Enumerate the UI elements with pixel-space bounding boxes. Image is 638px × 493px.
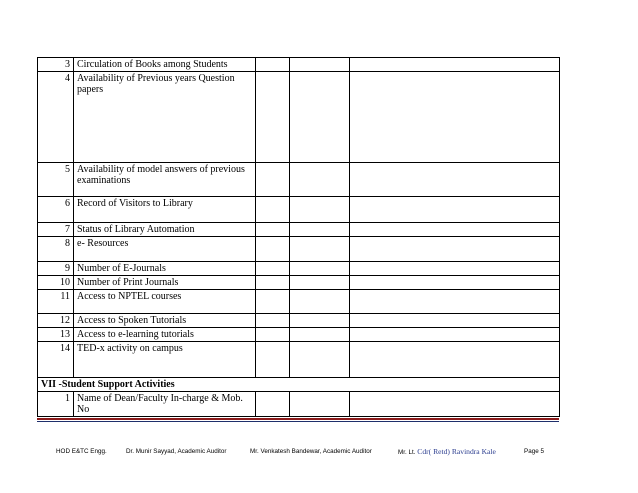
table-row — [38, 163, 560, 197]
section-title: VII -Student Support Activities — [38, 378, 560, 392]
row-number: 14 — [38, 342, 74, 378]
footer-rule-blue — [37, 421, 559, 422]
table-row — [38, 314, 560, 328]
footer-auditor-3 — [398, 446, 496, 459]
empty-cell — [350, 290, 560, 314]
row-label: TED-x activity on campus — [74, 342, 256, 378]
row-number: 6 — [38, 197, 74, 223]
table-row — [38, 392, 560, 417]
page-number: Page 5 — [524, 448, 544, 455]
page-footer — [56, 446, 556, 458]
empty-cell — [350, 262, 560, 276]
empty-cell — [256, 290, 290, 314]
row-number: 8 — [38, 237, 74, 262]
row-number: 4 — [38, 72, 74, 163]
row-label: Access to NPTEL courses — [74, 290, 256, 314]
table-row — [38, 58, 560, 72]
empty-cell — [350, 72, 560, 163]
empty-cell — [256, 392, 290, 417]
row-label: Status of Library Automation — [74, 223, 256, 237]
table-row — [38, 223, 560, 237]
empty-cell — [350, 223, 560, 237]
row-number: 1 — [38, 392, 74, 417]
empty-cell — [290, 314, 350, 328]
footer-auditor-1: Dr. Munir Sayyad, Academic Auditor — [126, 448, 227, 455]
table-row — [38, 197, 560, 223]
empty-cell — [290, 262, 350, 276]
empty-cell — [290, 163, 350, 197]
empty-cell — [256, 58, 290, 72]
empty-cell — [350, 392, 560, 417]
table-row — [38, 290, 560, 314]
empty-cell — [350, 342, 560, 378]
empty-cell — [350, 314, 560, 328]
footer-rule-red — [37, 418, 559, 420]
row-label: e- Resources — [74, 237, 256, 262]
section-header-row — [38, 378, 560, 392]
empty-cell — [256, 262, 290, 276]
table-row — [38, 342, 560, 378]
empty-cell — [290, 72, 350, 163]
empty-cell — [350, 197, 560, 223]
row-number: 5 — [38, 163, 74, 197]
audit-table — [37, 57, 560, 417]
row-label: Availability of Previous years Question papers — [74, 72, 256, 163]
empty-cell — [256, 223, 290, 237]
empty-cell — [256, 328, 290, 342]
row-label: Number of E-Journals — [74, 262, 256, 276]
row-number: 11 — [38, 290, 74, 314]
table-row — [38, 72, 560, 163]
row-number: 10 — [38, 276, 74, 290]
empty-cell — [256, 163, 290, 197]
row-label: Name of Dean/Faculty In-charge & Mob. No — [74, 392, 256, 417]
row-label: Access to e-learning tutorials — [74, 328, 256, 342]
row-label: Number of Print Journals — [74, 276, 256, 290]
table-row — [38, 276, 560, 290]
row-number: 13 — [38, 328, 74, 342]
empty-cell — [350, 276, 560, 290]
row-number: 3 — [38, 58, 74, 72]
empty-cell — [256, 342, 290, 378]
footer-auditor-3-prefix: Mr. Lt. — [398, 449, 418, 456]
empty-cell — [256, 314, 290, 328]
empty-cell — [350, 328, 560, 342]
empty-cell — [290, 197, 350, 223]
empty-cell — [256, 276, 290, 290]
row-number: 12 — [38, 314, 74, 328]
table-row — [38, 237, 560, 262]
empty-cell — [290, 328, 350, 342]
empty-cell — [256, 237, 290, 262]
footer-auditor-2: Mr. Venkatesh Bandewar, Academic Auditor — [250, 448, 372, 455]
empty-cell — [290, 392, 350, 417]
table-row — [38, 328, 560, 342]
empty-cell — [256, 72, 290, 163]
row-number: 9 — [38, 262, 74, 276]
empty-cell — [350, 58, 560, 72]
empty-cell — [290, 290, 350, 314]
empty-cell — [290, 342, 350, 378]
empty-cell — [256, 197, 290, 223]
row-label: Circulation of Books among Students — [74, 58, 256, 72]
empty-cell — [350, 163, 560, 197]
empty-cell — [290, 276, 350, 290]
footer-hod: HOD E&TC Engg. — [56, 448, 107, 455]
footer-auditor-3-name: Cdr( Retd) Ravindra Kale — [417, 447, 496, 456]
row-label: Access to Spoken Tutorials — [74, 314, 256, 328]
row-label: Availability of model answers of previous examinations — [74, 163, 256, 197]
row-label: Record of Visitors to Library — [74, 197, 256, 223]
empty-cell — [290, 237, 350, 262]
empty-cell — [350, 237, 560, 262]
empty-cell — [290, 223, 350, 237]
table-row — [38, 262, 560, 276]
empty-cell — [290, 58, 350, 72]
row-number: 7 — [38, 223, 74, 237]
